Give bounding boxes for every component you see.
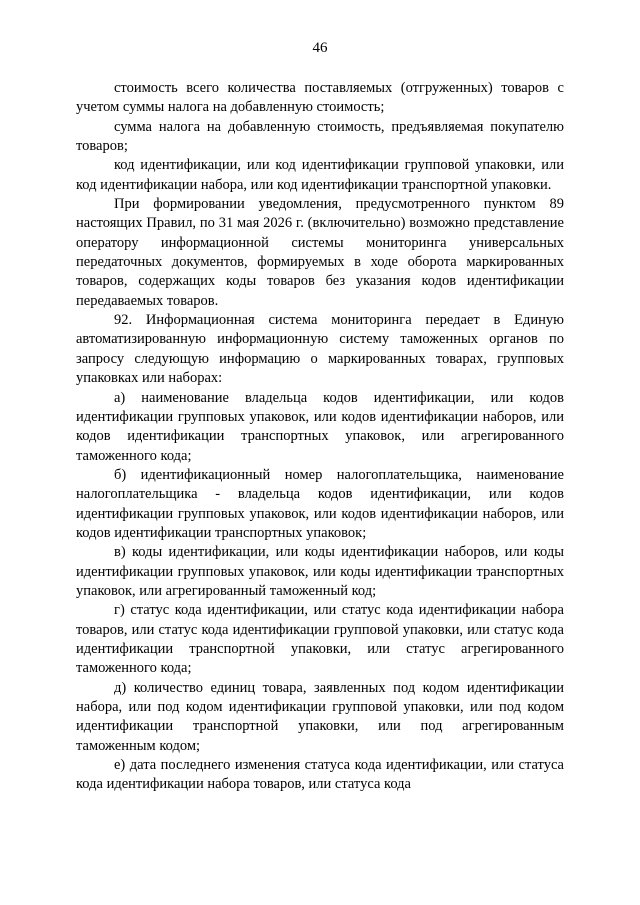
list-item-e: е) дата последнего изменения статуса кода идентификации, или статуса кода идентификации набора товаров, или статуса кода: [76, 757, 564, 793]
paragraph-clause-92: 92. Информационная система мониторинга передает в Единую автоматизированную информационную систему таможенных органов по запросу следующую информацию о маркированных товарах, групповых упаковках или наборах:: [76, 312, 564, 387]
list-item-b: б) идентификационный номер налогоплательщика, наименование налогоплательщика - владельца кодов идентификации, или кодов идентификации групповых упаковок, или кодов идентификации наборов, или кодов идентификации транспортных упаковок;: [76, 466, 564, 541]
list-item-d: д) количество единиц товара, заявленных под кодом идентификации набора, или под кодом идентификации групповой упаковки, или под кодом идентификации транспортной упаковки, или под агрегированным таможенным кодом;: [76, 679, 564, 754]
list-item-v: в) коды идентификации, или коды идентификации наборов, или коды идентификации групповых упаковок, или коды идентификации транспортных упаковок, или агрегированный таможенный код;: [76, 544, 564, 599]
paragraph-notification-rule: При формировании уведомления, предусмотренного пунктом 89 настоящих Правил, по 31 мая 2026 г. (включительно) возможно представление оператору информационной системы мониторинга универсальных передаточных документов, формируемых в ходе оборота маркированных товаров, содержащих коды товаров без указания кодов идентификации передаваемых товаров.: [76, 196, 564, 309]
list-item-a: а) наименование владельца кодов идентификации, или кодов идентификации групповых упаковок, или кодов идентификации наборов, или кодов идентификации транспортных упаковок, или агрегированного таможенного кода;: [76, 389, 564, 464]
page-body: [76, 79, 564, 795]
list-item-g: г) статус кода идентификации, или статус кода идентификации набора товаров, или статус кода идентификации групповой упаковки, или статус кода идентификации транспортной упаковки, или статус агрегированного таможенного кода;: [76, 602, 564, 677]
paragraph-total-cost: стоимость всего количества поставляемых (отгруженных) товаров с учетом суммы налога на добавленную стоимость;: [76, 80, 564, 116]
paragraph-identification-code: код идентификации, или код идентификации групповой упаковки, или код идентификации набора, или код идентификации транспортной упаковки.: [76, 157, 564, 193]
paragraph-vat-amount: сумма налога на добавленную стоимость, предъявляемая покупателю товаров;: [76, 118, 564, 155]
page-number: 46: [312, 40, 328, 56]
